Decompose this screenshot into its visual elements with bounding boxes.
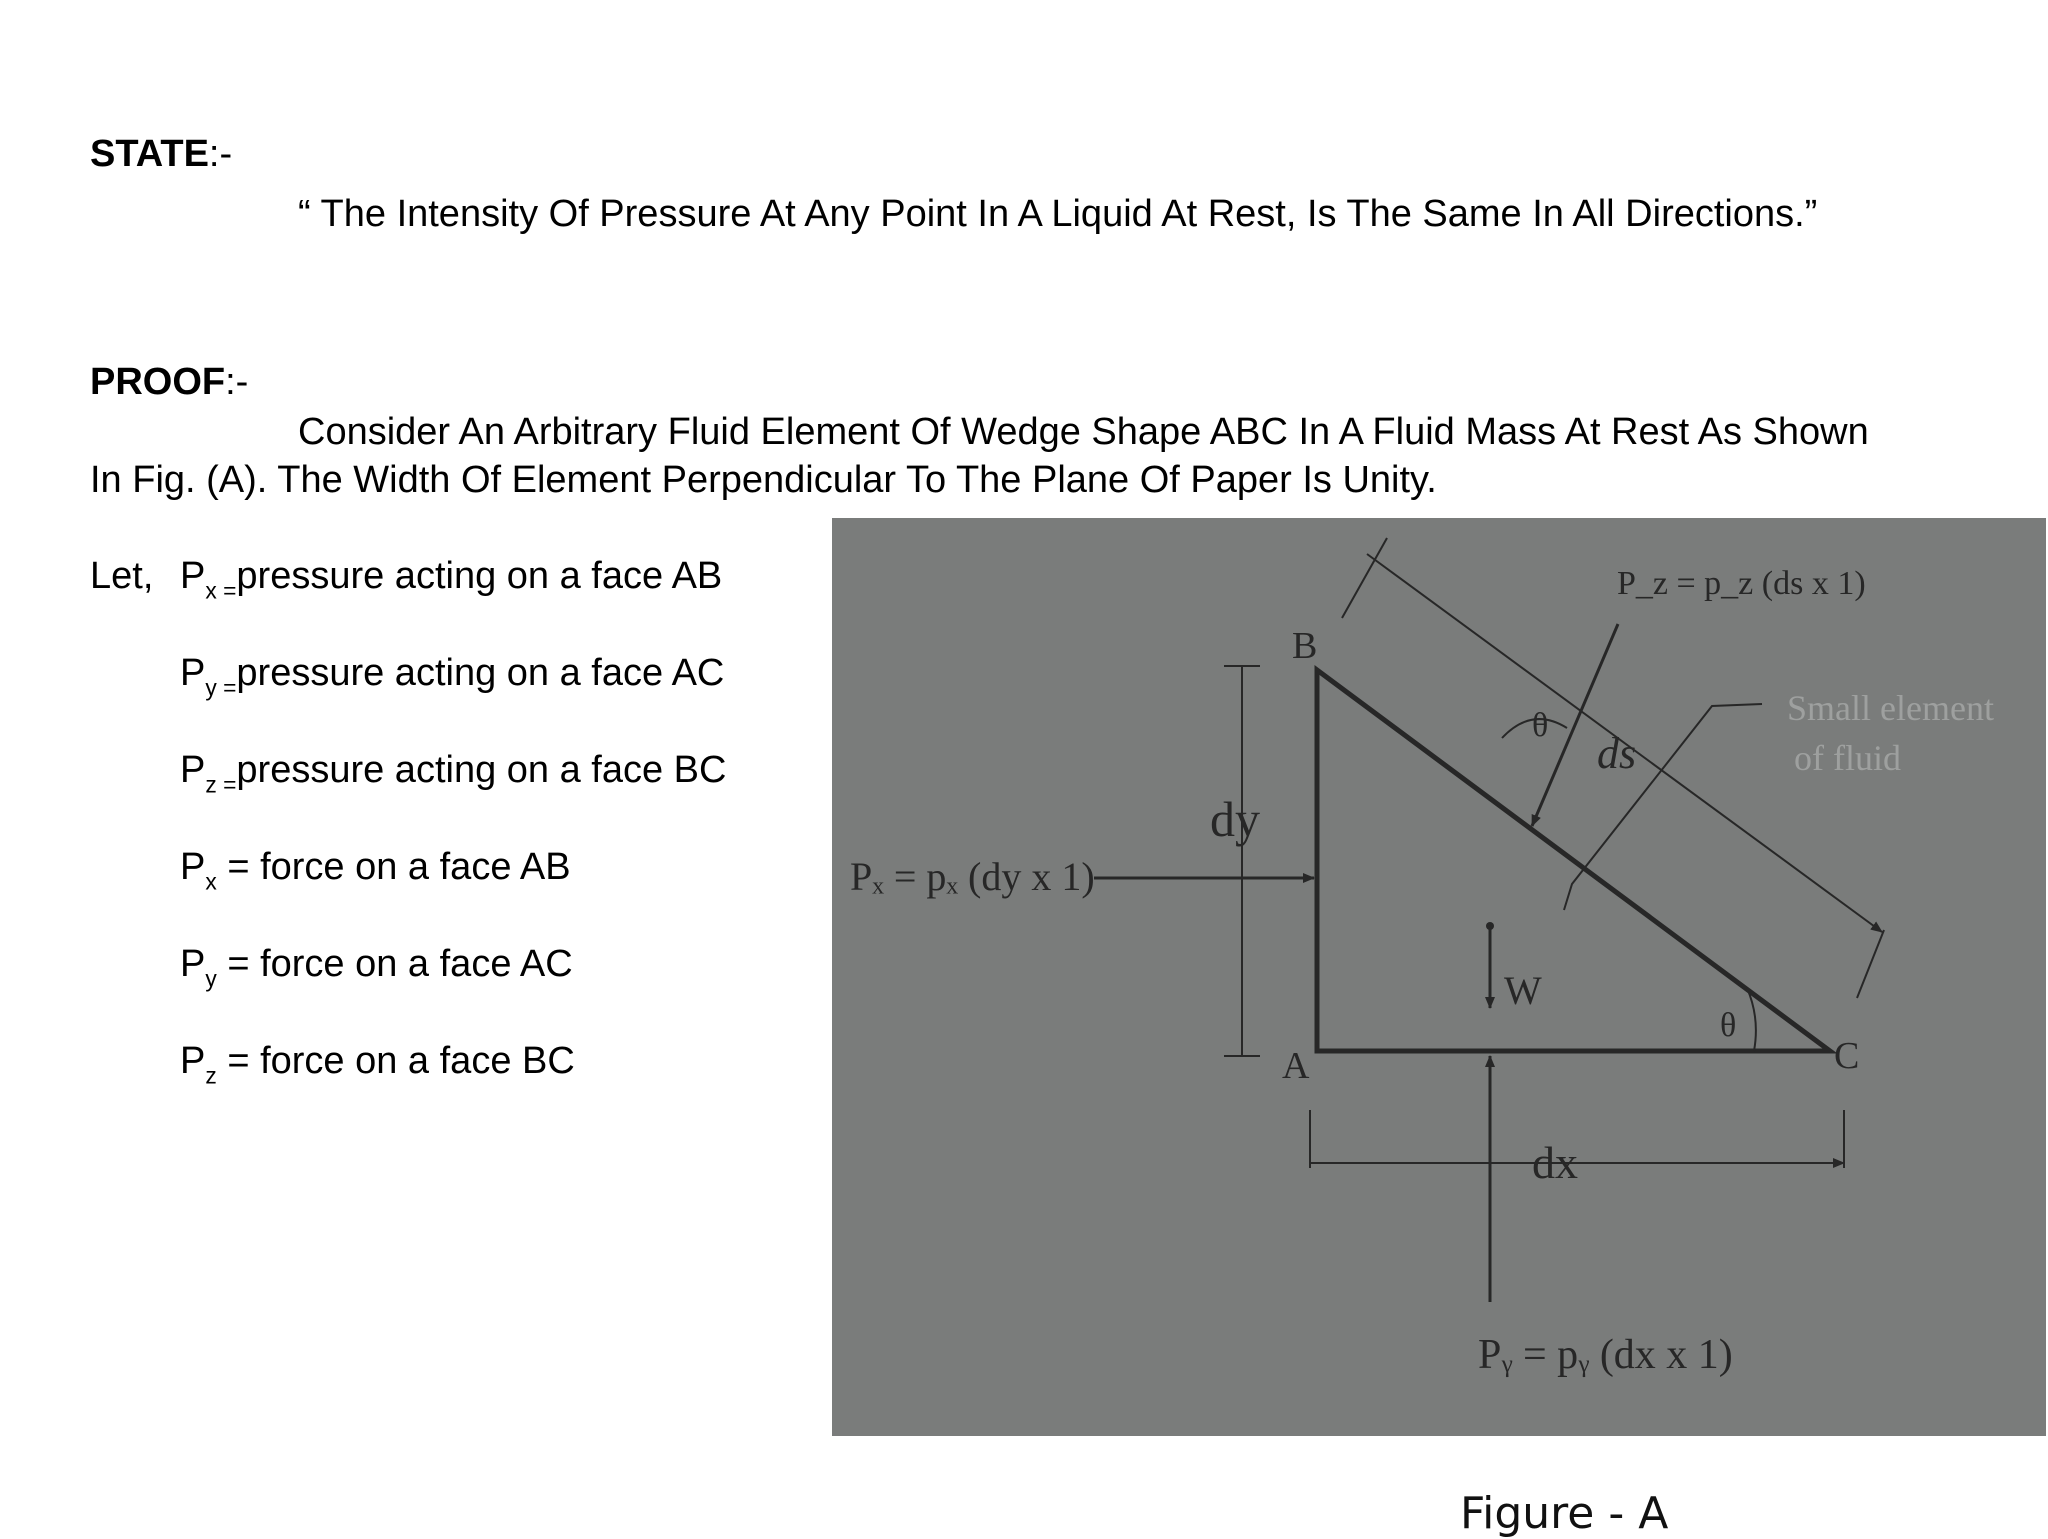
definition-text: = force on a face AB bbox=[216, 846, 571, 888]
element-label-line-1: Small element bbox=[1787, 688, 1994, 728]
definition-item bbox=[180, 845, 571, 895]
definition-subscript: x = bbox=[205, 577, 237, 604]
vertex-b-label: B bbox=[1292, 625, 1318, 667]
vertex-c-label: C bbox=[1834, 1035, 1860, 1077]
angle-c-label: θ bbox=[1720, 1007, 1737, 1044]
let-label: Let, bbox=[90, 555, 154, 597]
state-heading-suffix: :- bbox=[208, 133, 233, 175]
definition-text: pressure acting on a face AB bbox=[236, 555, 723, 597]
definition-text: = force on a face AC bbox=[216, 943, 573, 985]
weight-label: W bbox=[1504, 968, 1542, 1013]
dx-label: dx bbox=[1532, 1137, 1578, 1188]
definition-symbol: P bbox=[180, 943, 206, 985]
vertex-a-label: A bbox=[1282, 1045, 1310, 1087]
force-y-label: Pᵧ = pᵧ (dx x 1) bbox=[1478, 1332, 1733, 1378]
wedge-figure bbox=[832, 518, 2046, 1436]
definition-symbol: P bbox=[180, 1040, 206, 1082]
definition-subscript: y bbox=[205, 965, 217, 992]
definition-subscript: y = bbox=[205, 674, 237, 701]
definition-item bbox=[180, 651, 725, 701]
definition-symbol: P bbox=[180, 555, 206, 597]
figure-caption: Figure - A bbox=[1460, 1488, 1669, 1539]
proof-line-2: In Fig. (A). The Width Of Element Perpendicular To The Plane Of Paper Is Unity. bbox=[90, 459, 1437, 501]
proof-heading bbox=[90, 360, 248, 406]
definition-text: = force on a face BC bbox=[216, 1040, 575, 1082]
definition-symbol: P bbox=[180, 652, 206, 694]
definition-item bbox=[180, 942, 573, 992]
definition-item bbox=[180, 1039, 575, 1089]
definition-text: pressure acting on a face AC bbox=[236, 652, 725, 694]
element-leader-line bbox=[1564, 704, 1762, 910]
force-x-label: Pₓ = pₓ (dy x 1) bbox=[850, 854, 1095, 899]
force-z-label: P_z = p_z (ds x 1) bbox=[1617, 565, 1866, 602]
angle-top-label: θ bbox=[1532, 707, 1549, 744]
definition-subscript: x bbox=[205, 868, 217, 895]
state-heading bbox=[90, 132, 232, 178]
dy-label: dy bbox=[1210, 791, 1260, 847]
definition-text: pressure acting on a face BC bbox=[236, 749, 727, 791]
definition-item bbox=[180, 748, 727, 798]
definition-symbol: P bbox=[180, 749, 206, 791]
proof-heading-label: PROOF bbox=[90, 361, 226, 403]
proof-heading-suffix: :- bbox=[225, 361, 249, 403]
ds-label: ds bbox=[1597, 729, 1637, 778]
definition-item bbox=[180, 554, 723, 604]
state-heading-label: STATE bbox=[90, 133, 209, 175]
state-statement: “ The Intensity Of Pressure At Any Point In A Liquid At Rest, Is The Same In All Directions.” bbox=[298, 193, 1818, 235]
element-label-line-2: of fluid bbox=[1794, 738, 1901, 778]
definition-subscript: z = bbox=[205, 771, 237, 798]
definition-symbol: P bbox=[180, 846, 206, 888]
wedge-diagram bbox=[832, 518, 2046, 1436]
proof-line-1: Consider An Arbitrary Fluid Element Of Wedge Shape ABC In A Fluid Mass At Rest As Shown bbox=[298, 411, 1869, 453]
definition-subscript: z bbox=[205, 1062, 217, 1089]
